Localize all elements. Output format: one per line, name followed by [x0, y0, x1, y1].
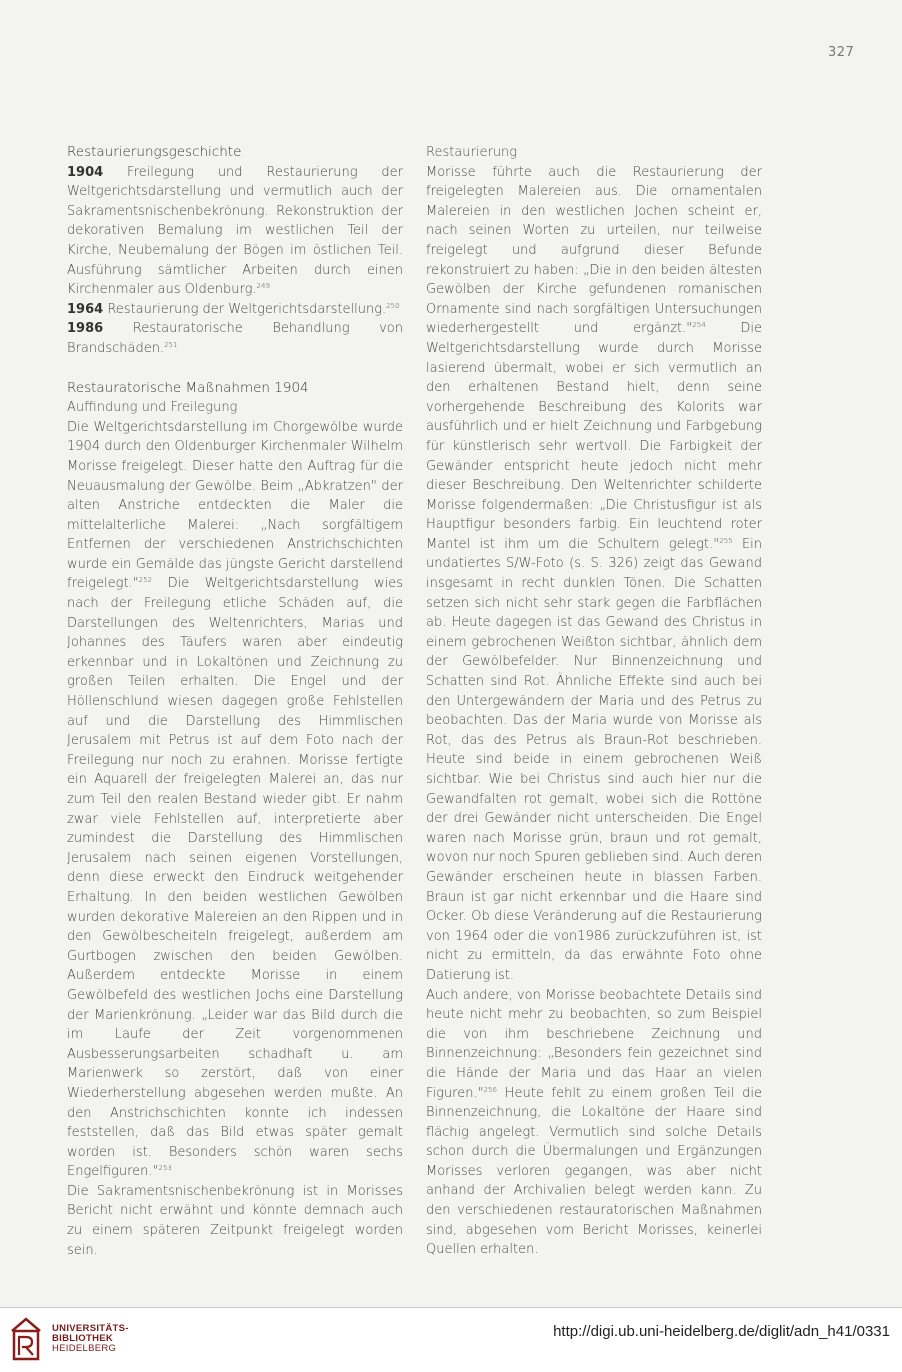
logo-line: BIBLIOTHEK — [52, 1333, 114, 1344]
logo-line: UNIVERSITÄTS- — [52, 1323, 129, 1334]
page-number: 327 — [828, 45, 855, 60]
left-column — [67, 143, 403, 1260]
heading-massnahmen-1904: Restauratorische Maßnahmen 1904 — [67, 379, 309, 396]
text-run: Ein undatiertes S/W-Foto (s. S. 326) zeigt das Gewand insgesamt in recht dunklen Tönen. Die Schatten setzen sich nicht sehr stark gegen die Farbflächen ab. Heute dagegen ist das Gewand des Christus in einem gebrochenen Weißton sichtbar, ähnlich dem der Gewölbefelder. Nur Binnenzeichnung und Schatten sind Rot. Ähnliche Effekte sind auch bei den Untergewändern der Maria und des Petrus zu beobachten. Das der Maria wurde von Morisse als Rot, das des Petrus als Braun-Rot beschrieben. Heute sind beide in einem gebrochenen Weiß sichtbar. Wie bei Christus sind auch hier nur die Gewandfalten rot gemalt, wobei sich die Rottöne der drei Gewänder nicht unterscheiden. Die Engel waren nach Morisse grün, braun und rot gemalt, wovon nur noch Spuren geblieben sind. Auch deren Gewänder erscheinen heute in blassen Farben. Braun ist gar nicht erkennbar und die Haare sind Ocker. Ob diese Veränderung auf die Restaurierung von 1964 oder die von1986 zurückzuführen ist, ist nicht zu ermitteln, da das erwähnte Foto ohne Datierung ist. — [426, 536, 763, 983]
footnote-ref[interactable]: 256 — [483, 1085, 497, 1094]
text-run: Die Weltgerichtsdarstellung wies nach der Freilegung etliche Schäden auf, die Darstellungen des Weltenrichters, Marias und Johannes des Täufers waren aber eindeutig erkennbar und in Lokaltönen und Zeichnung zu großen Teilen erhalten. Die Engel und der Höllenschlund wiesen dagegen große Fehlstellen auf und die Darstellung des Himmlischen Jerusalem mit Petrus ist auf dem Foto nach der Freilegung nur noch zu erahnen. Morisse fertigte ein Aquarell der freigelegten Malerei an, das nur zum Teil den realen Bestand wieder gibt. Er nahm zwar viele Fehlstellen auf, interpretierte aber zumindest die Darstellung des Himmlischen Jerusalem nach seinen eigenen Vorstellungen, denn diese erweckt den Eindruck weitgehender Erhaltung. In den beiden westlichen Gewölben wurden dekorative Malereien an den Rippen und in den Gewölbescheiteln freigelegt, außerdem am Gurtbogen zwischen den beiden Gewölben. Außerdem entdeckte Morisse in einem Gewölbefeld des westlichen Jochs eine Darstellung der Marienkrönung. „Leider war das Bild durch die im Laufe der Zeit vorgenommenen Ausbesserungsarbeiten schadhaft u. am Marienwerk so zerstört, daß von einer Wiederherstellung abgesehen werden mußte. An den Anstrichschichten konnte ich indessen feststellen, daß das Bild etwas später gemalt worden ist. Besonders schön waren sechs Engelfiguren." — [67, 576, 403, 1180]
paragraph-freilegung — [67, 418, 403, 1182]
logo-line: HEIDELBERG — [52, 1343, 117, 1354]
document-url-link[interactable]: http://digi.ub.uni-heidelberg.de/diglit/adn_h41/0331 — [553, 1323, 890, 1340]
library-logo-text — [52, 1324, 129, 1354]
footer-bar — [0, 1307, 902, 1372]
text-run: Auch andere, von Morisse beobachtete Details sind heute nicht mehr zu beobachten, so zum Beispiel die von ihm beschriebene Zeichnung und Binnenzeichnung: „Besonders fein gezeichnet sind die Hände der Maria und das Haar an vielen Figuren." — [426, 987, 762, 1101]
library-logo-icon[interactable] — [10, 1317, 42, 1361]
footnote-ref[interactable]: 249 — [256, 282, 270, 291]
paragraph-details — [426, 986, 762, 1260]
footer-divider — [0, 1307, 902, 1308]
year-1964: 1964 — [67, 301, 104, 317]
entry-text: Restauratorische Behandlung von Brandschäden. — [67, 321, 403, 356]
footnote-ref[interactable]: 250 — [386, 301, 400, 310]
entry-text: Restaurierung der Weltgerichtsdarstellung. — [103, 301, 387, 317]
text-run: Die Weltgerichtsdarstellung im Chorgewölbe wurde 1904 durch den Oldenburger Kirchenmaler Wilhelm Morisse freigelegt. Dieser hatte den Auftrag für die Neuausmalung der Gewölbe. Beim „Abkratzen" der alten Anstriche entdeckten die Maler die mittelalterliche Malerei: „Nach sorgfältigem Entfernen der verschiedenen Anstrichschichten wurde ein Gemälde das jüngste Gericht darstellend freigelegt." — [67, 419, 403, 592]
text-run: Die Weltgerichtsdarstellung wurde durch Morisse lasierend übermalt, wobei er sich vermutlich an den erhaltenen Bestand hielt, denn seine vorhergehende Beschreibung des Kolorits war ausführlich und er hielt Zeichnung und Farbgebung für künstlerisch sehr wertvoll. Die Farbigkeit der Gewänder entspricht heute jedoch nicht mehr dieser Beschreibung. Den Weltenrichter schilderte Morisse folgendermaßen: „Die Christusfigur ist als Hauptfigur besonders farbig. Ein leuchtend roter Mantel ist ihm um die Schultern gelegt." — [426, 321, 762, 552]
footnote-ref[interactable]: 254 — [692, 321, 706, 330]
right-column — [426, 143, 762, 1260]
footnote-ref[interactable]: 253 — [158, 1164, 172, 1173]
footnote-ref[interactable]: 251 — [164, 340, 178, 349]
year-1986: 1986 — [67, 321, 104, 337]
text-run: Morisse führte auch die Restaurierung der freigelegten Malereien aus. Die ornamentalen Malereien in den westlichen Jochen scheint er, nach seinen Worten zu urteilen, nur teilweise freigelegt und aufgrund dieser Befunde rekonstruiert zu haben: „Die in den beiden ältesten Gewölben der Kirche gefundenen romanischen Ornamente sind nach sorgfältigen Untersuchungen wiederhergestellt und ergänzt." — [426, 164, 762, 337]
text-run: Heute fehlt zu einem großen Teil die Binnenzeichnung, die Lokaltöne der Haare sind flächig angelegt. Vermutlich sind solche Details schon durch die Übermalungen und Ergänzungen Morisses verloren gegangen, was aber nicht anhand der Archivalien belegt werden kann. Zu den verschiedenen restauratorischen Maßnahmen sind, abgesehen vom Bericht Morisses, keinerlei Quellen erhalten. — [426, 1085, 762, 1258]
paragraph-sakramentsnische: Die Sakramentsnischenbekrönung ist in Morisses Bericht nicht erwähnt und könnte demnach auch zu einem späteren Zeitpunkt freigelegt worden sein. — [67, 1183, 403, 1258]
heading-restaurierungsgeschichte: Restaurierungsgeschichte — [67, 144, 242, 160]
paragraph-restaurierung — [426, 163, 762, 986]
history-entry-1904 — [67, 163, 403, 300]
history-entry-1964 — [67, 300, 403, 320]
footnote-ref[interactable]: 252 — [138, 576, 153, 585]
footnote-ref[interactable]: 255 — [719, 536, 733, 545]
subheading-restaurierung: Restaurierung — [426, 145, 518, 160]
year-1904: 1904 — [67, 164, 104, 180]
history-entry-1986 — [67, 319, 403, 358]
subheading-auffindung: Auffindung und Freilegung — [67, 400, 238, 416]
entry-text: Freilegung und Restaurierung der Weltgerichtsdarstellung und vermutlich auch der Sakramentsnischenbekrönung. Rekonstruktion der dekorativen Bemalung im westlichen Teil der Kirche, Neubemalung der Bögen im östlichen Teil. Ausführung sämtlicher Arbeiten durch einen Kirchenmaler aus Oldenburg. — [67, 164, 403, 298]
